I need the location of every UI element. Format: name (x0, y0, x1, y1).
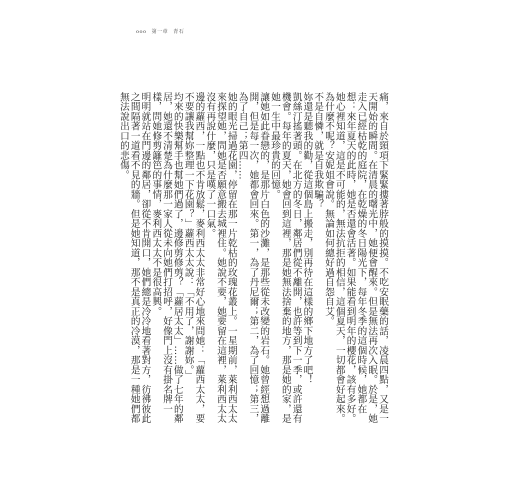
section-label: 青石 (173, 29, 185, 35)
paragraph: 邊的蘿西，一點也不肯放鬆，麥利西太太非常好心地來問她：「蘿西太太，要不要讓我幫妳整理一下花園？」蘿西太太說：「不用了，謝謝妳。」 (182, 92, 205, 424)
paragraph: 痛，來自於頸項下緊緊摟著脖般的摸摸。不吃安眠藥的話，凌晨四點，又是一天開始的瞬間。在清晨的曙光中，她便會醒來。但是無法再次入眠。於是，她走入已經枯乾的庭院，在乾燥的冬日陽光下，每年冬季的這個時候，她都在想：來年夏天的此時，她是否還會活著。如果能看到明年的櫻花，該有多好。她心裡知道，這是不可能的，無法抗拒的相信，這個夏天，一切都會好起來。 (333, 92, 388, 424)
paragraph: 為什麼不呢？安妮姐會說。無論如何總好過自怨自艾。 (323, 92, 335, 326)
paragraph: 凱絲汀搖著頭。在北方的冬日，鄰居們從不離開，也許等到下一季，或許還有機會。每年的夏天，她會回到這裡，那是她無法捨棄的地方，那是她的家，是她一生中最珍貴的回憶。 (269, 92, 302, 424)
paragraph: 她的眼光掃過花園，停留在那一片乾枯的玫瑰花叢上。一星期前，萊利西太太來探望她，問她是否願意搬去城裡住。她說不要，她要留在這裡，萊利西太太沒有再說什麼，只是嘆了一口氣。 (204, 92, 237, 424)
running-header (136, 28, 187, 35)
paragraph: 均來的快樂幫手也幫她們過了，邊修剪修剪？「蘿居太太」……做了七年的鄰居，她還不清楚為什麼那一家人從未向她們打招呼，好像門上沒有掛名牌一樣，問她修剪籬笆的事情，麥利西太太不是很高興。 (150, 92, 183, 424)
paragraph: 妳還是聽我的勸，從這個島上搬走，別再待在這樣的鄉下地方了吧！ (301, 92, 313, 385)
paragraph: 明明就站在門邊的鄰居，卻從不肯開口，她們總是冷冷地看著對方，彷彿彼此之間隔著一道看不見的牆。但是她知道，那不是真正的冷漠，那是一種她們都無法說出口的悲傷。 (117, 92, 151, 424)
paragraph: 不是自憐，就是自我欺騙？ (312, 92, 324, 209)
chapter-label: 第一章 (151, 29, 169, 35)
vertical-text-body (117, 92, 388, 432)
page-number: ooo (136, 29, 147, 35)
paragraph: 讓她如此眷戀的，是那片白色的沙灘，是那些從未改變的岩石。她曾經想過離開，但是每一次，她都會回來。第一，為了丹尼爾；第二，為了回憶；第三，為了自己；第四…… (236, 92, 270, 424)
